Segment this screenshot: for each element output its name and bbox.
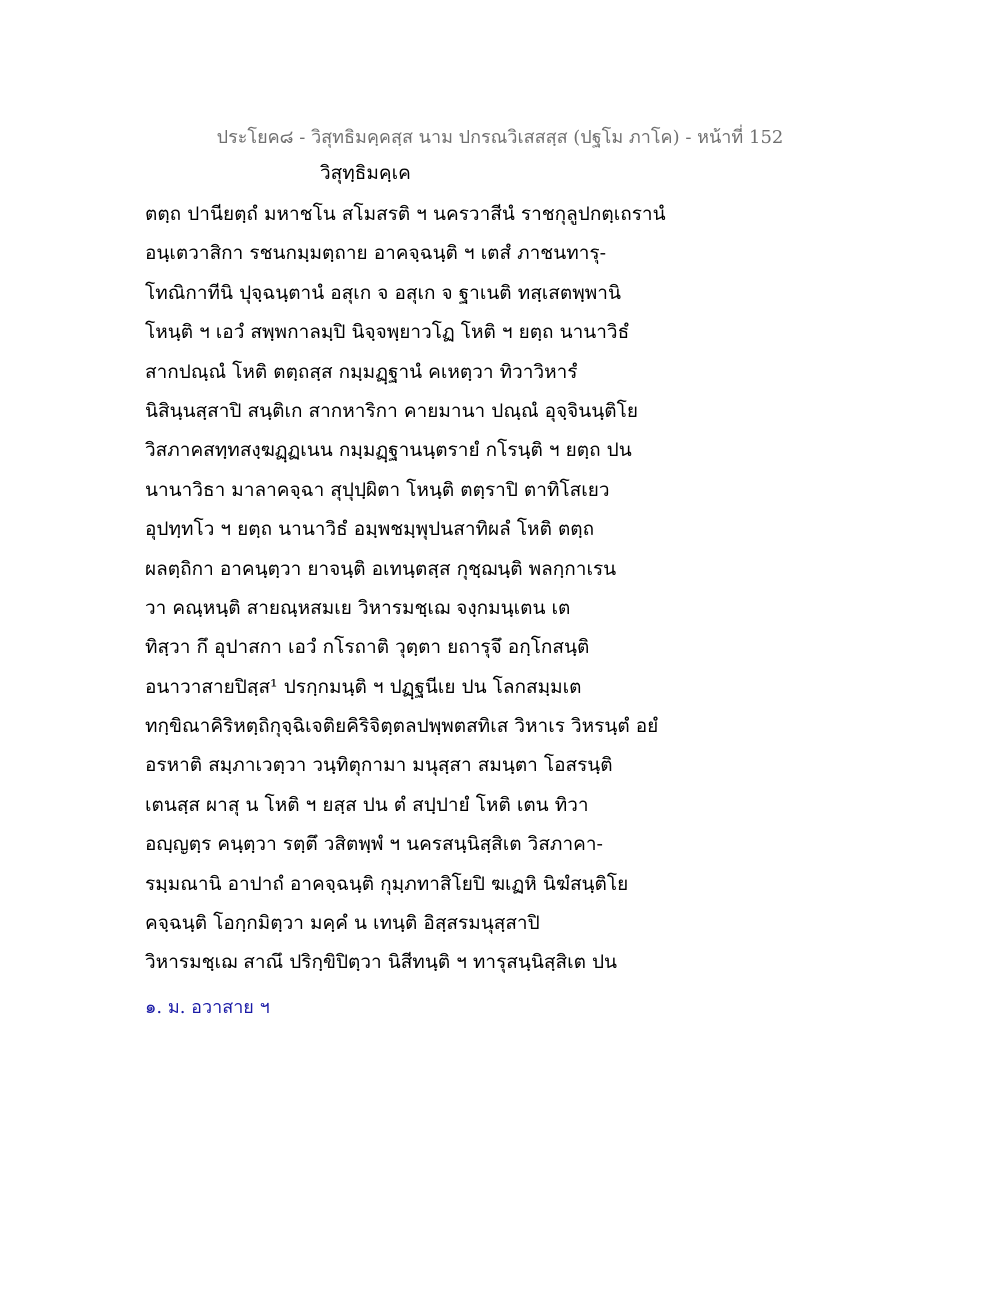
text-line: ผลตฺถิกา อาคนฺตฺวา ยาจนฺติ อเทนฺตสฺส กุชฺฌนฺติ พลกฺกาเรน (145, 557, 617, 580)
text-line: ตตฺถ ปานียตฺถํ มหาชโน สโมสรติ ฯ นครวาสีนํ ราชกุลูปกตฺเถรานํ (145, 203, 666, 225)
text-line: โหนฺติ ฯ เอวํ สพฺพกาลมฺปิ นิจฺจพฺยาวโฏ โหติ ฯ ยตฺถ นานาวิธํ (145, 321, 630, 344)
text-line: คจฺฉนฺติ โอกฺกมิตฺวา มคฺคํ น เทนฺติ อิสฺสรมนุสฺสาปิ (145, 912, 540, 935)
text-line: สากปณฺณํ โหติ ตตฺถสฺส กมฺมฏฺฐานํ คเหตฺวา ทิวาวิหารํ (145, 360, 578, 383)
section-title: วิสุทฺธิมคฺเค (320, 162, 411, 184)
text-line: อญฺญตฺร คนฺตฺวา รตฺตึ วสิตพฺพํ ฯ นครสนฺนิสฺสิเต วิสภาคา- (145, 833, 603, 856)
text-line: ทกฺขิณาคิริหตฺถิกุจฺฉิเจติยคิริจิตฺตลปพฺพตสทิเส วิหาเร วิหรนฺตํ อยํ (145, 715, 659, 738)
text-line: เตนสฺส ผาสุ น โหติ ฯ ยสฺส ปน ตํ สปฺปายํ โหติ เตน ทิวา (145, 793, 589, 816)
text-line: อนฺเตวาสิกา รชนกมฺมตฺถาย อาคจฺฉนฺติ ฯ เตสํ ภาชนทารุ- (145, 242, 607, 265)
body-text (145, 198, 705, 986)
text-line: วิสภาคสทฺทสงฺฆฏฺฏเนน กมฺมฏฺฐานนฺตรายํ กโรนฺติ ฯ ยตฺถ ปน (145, 439, 632, 462)
text-line: รมฺมณานิ อาปาถํ อาคจฺฉนฺติ กุมฺภทาสิโยปิ ฆเฏหิ นิฆํสนฺติโย (145, 872, 629, 895)
text-line: นิสินฺนสฺสาปิ สนฺติเก สากหาริกา คายมานา ปณฺณํ อุจฺจินนฺติโย (145, 399, 638, 422)
text-line: นานาวิธา มาลาคจฺฉา สุปุปฺผิตา โหนฺติ ตตฺราปิ ตาทิโสเยว (145, 478, 610, 501)
text-line: วิหารมชฺเฌ สาณึ ปริกฺขิปิตฺวา นิสีทนฺติ ฯ ทารุสนฺนิสฺสิเต ปน (145, 951, 617, 974)
text-line: ทิสฺวา กึ อุปาสกา เอวํ กโรถาติ วุตฺตา ยถารุจึ อกฺโกสนฺติ (145, 636, 590, 659)
text-line: อรหาติ สมฺภาเวตฺวา วนฺทิตุกามา มนุสฺสา สมนฺตา โอสรนฺติ (145, 754, 613, 777)
page-header: ประโยค๘ - วิสุทธิมคฺคสฺส นาม ปกรณวิเสสสฺส (ปฐโม ภาโค) - หน้าที่ 152 (216, 127, 784, 148)
text-line: โทณิกาทีนิ ปุจฺฉนฺตานํ อสุเก จ อสุเก จ ฐาเนติ ทสฺเสตพฺพานิ (145, 281, 621, 304)
text-line: อนาวาสายปิสฺส¹ ปรกฺกมนฺติ ฯ ปฏฺฐนีเย ปน โลกสมฺมเต (145, 675, 582, 698)
footnote: ๑. ม. อวาสาย ฯ (145, 997, 270, 1018)
text-line: วา คณฺหนฺติ สายณฺหสมเย วิหารมชฺเฌ จงฺกมนฺเตน เต (145, 596, 571, 619)
text-line: อุปทฺทโว ฯ ยตฺถ นานาวิธํ อมฺพชมฺพุปนสาทิผลํ โหติ ตตฺถ (145, 518, 595, 541)
